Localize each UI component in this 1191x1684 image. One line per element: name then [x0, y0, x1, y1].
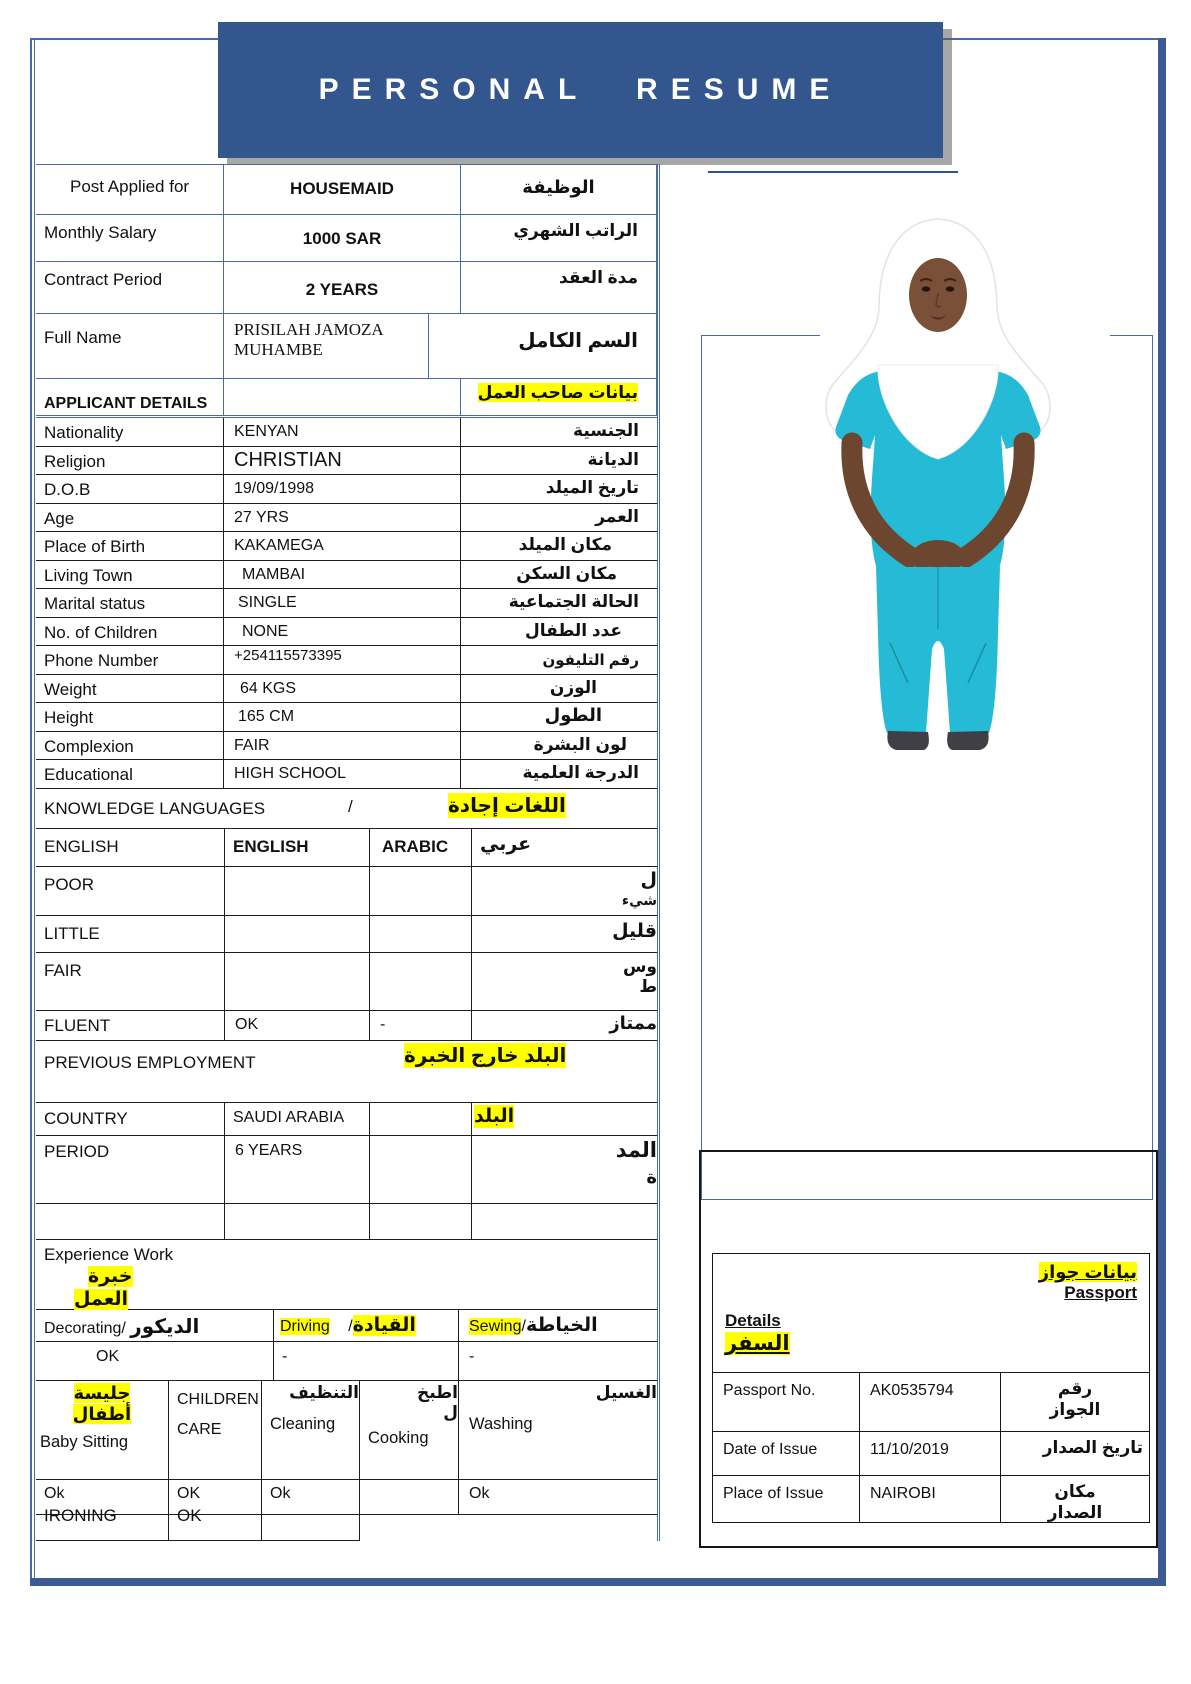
place-of-issue-value: NAIROBI: [860, 1476, 1001, 1522]
table-row: [36, 418, 657, 447]
livingtown-label: Living Town: [36, 561, 224, 589]
right-eye: [946, 286, 954, 291]
experience-work-label: Experience Work: [44, 1244, 174, 1264]
decorating-result: OK: [36, 1342, 274, 1380]
page-title: PERSONAL RESUME: [318, 73, 843, 106]
childrencare-result: OK: [169, 1480, 262, 1514]
salary-arabic: الراتب الشهري: [461, 215, 657, 261]
date-of-issue-value: 11/10/2019: [860, 1432, 1001, 1475]
languages-section-row: [36, 789, 657, 829]
place-of-issue-ar2: الصدار: [1047, 1503, 1103, 1522]
contract-label: Contract Period: [36, 262, 224, 313]
washing-label: Washing: [469, 1414, 533, 1433]
age-arabic: العمر: [595, 506, 639, 526]
post-applied-label: Post Applied for: [36, 165, 224, 214]
post-applied-arabic: الوظيفة: [461, 165, 657, 214]
cleaning-result: Ok: [262, 1480, 360, 1514]
level-arabic-col: [370, 916, 472, 952]
babysitting-ar2: أطفال: [72, 1403, 132, 1424]
applicant-photo: [790, 213, 1086, 753]
frame-bottom-line: [30, 1578, 1166, 1586]
passport-number-row: [713, 1372, 1149, 1431]
fullname-arabic: السم الكامل: [429, 314, 657, 378]
passport-no-ar2: الجواز: [1049, 1400, 1101, 1419]
country-label: COUNTRY: [36, 1103, 225, 1135]
nationality-arabic: الجنسية: [573, 421, 639, 440]
complexion-value: FAIR: [224, 732, 461, 760]
language-row-fair: [36, 953, 657, 1011]
table-row: [36, 475, 657, 504]
language-col-arabic: ARABIC: [370, 829, 472, 866]
language-row-fluent: [36, 1011, 657, 1041]
marital-label: Marital status: [36, 589, 224, 617]
applicant-details-arabic: بيانات صاحب العمل: [477, 383, 638, 402]
experience-ok-row: [36, 1342, 657, 1381]
language-row-little: [36, 916, 657, 953]
children-value: NONE: [224, 618, 461, 646]
childrencare-line1: CHILDREN: [177, 1390, 259, 1408]
livingtown-value: MAMBAI: [224, 561, 461, 589]
frame-top-line-right: [943, 38, 1166, 40]
babysitting-label: Baby Sitting: [40, 1432, 129, 1451]
passport-title-en2: Details: [725, 1311, 781, 1330]
experience-work-ar2: العمل: [74, 1288, 129, 1310]
ironing-value: OK: [177, 1505, 202, 1525]
table-row: [36, 314, 657, 379]
fullname-value: PRISILAH JAMOZA MUHAMBE: [224, 314, 429, 378]
right-shoe: [947, 731, 989, 750]
table-row: [36, 589, 657, 618]
skills-header-row: [36, 1381, 657, 1480]
date-of-issue-arabic: تاريخ الصدار: [1042, 1438, 1143, 1457]
table-row: [36, 732, 657, 761]
sewing-arabic: الخياطة: [525, 1314, 598, 1336]
table-row: [36, 646, 657, 675]
table-row: [36, 215, 657, 262]
ironing-empty-cell: [262, 1515, 360, 1541]
height-label: Height: [36, 703, 224, 731]
babysitting-result: Ok: [36, 1480, 169, 1514]
period-empty: [370, 1136, 472, 1203]
level-arabic-col: [370, 867, 472, 915]
passport-no-label: Passport No.: [713, 1373, 860, 1431]
contract-value: 2 YEARS: [224, 262, 461, 313]
period-value: 6 YEARS: [225, 1136, 370, 1203]
passport-no-ar1: رقم: [1057, 1379, 1093, 1398]
washing-arabic: الغسيل: [595, 1382, 657, 1402]
height-value: 165 CM: [224, 703, 461, 731]
level-label: POOR: [36, 867, 225, 915]
cooking-ar1: اطبخ: [416, 1382, 458, 1402]
nationality-label: Nationality: [36, 418, 224, 446]
previous-employment-row: [36, 1041, 657, 1103]
table-row: [36, 379, 657, 418]
country-value: SAUDI ARABIA: [225, 1103, 370, 1135]
decorating-arabic: الديكور: [130, 1315, 200, 1338]
language-col-arabic-ar: عربي: [480, 833, 532, 855]
phone-arabic: رقم التليفون: [542, 652, 639, 669]
babysitting-ar1: جليسة: [73, 1382, 131, 1403]
washing-result: Ok: [469, 1484, 490, 1502]
nationality-value: KENYAN: [224, 418, 461, 446]
marital-value: SINGLE: [224, 589, 461, 617]
cooking-result-empty: [360, 1480, 459, 1514]
passport-title-row: [713, 1254, 1149, 1372]
table-row: [36, 561, 657, 590]
cooking-label: Cooking: [368, 1428, 429, 1447]
left-shoe: [887, 731, 929, 750]
level-english: OK: [225, 1011, 370, 1040]
weight-value: 64 KGS: [224, 675, 461, 703]
experience-header-row: Decorating/ الديكور Driving /القيادة Sewing/الخياطة: [36, 1310, 657, 1342]
post-applied-value: HOUSEMAID: [224, 165, 461, 214]
education-label: Educational: [36, 760, 224, 788]
salary-value: 1000 SAR: [224, 215, 461, 261]
livingtown-arabic: مكان السكن: [516, 563, 617, 583]
place-of-issue-row: [713, 1475, 1149, 1522]
fullname-label: Full Name: [36, 314, 224, 378]
level-label: LITTLE: [36, 916, 225, 952]
children-label: No. of Children: [36, 618, 224, 646]
dob-label: D.O.B: [36, 475, 224, 503]
frame-top-line-left: [30, 38, 220, 40]
table-row: [36, 618, 657, 647]
table-row: [36, 262, 657, 314]
level-arabic-col: -: [370, 1011, 472, 1040]
table-row: [36, 703, 657, 732]
language-col-english1: ENGLISH: [36, 829, 225, 866]
table-row: [36, 165, 657, 215]
age-value: 27 YRS: [224, 504, 461, 532]
date-of-issue-label: Date of Issue: [713, 1432, 860, 1475]
empty-row: [36, 1204, 657, 1240]
sewing-result: -: [469, 1347, 475, 1365]
cooking-ar2: ل: [443, 1402, 458, 1422]
birthplace-label: Place of Birth: [36, 532, 224, 560]
complexion-arabic: لون البشرة: [533, 734, 627, 754]
childrencare-line2: CARE: [177, 1420, 222, 1438]
language-header-row: [36, 829, 657, 867]
contract-arabic: مدة العقد: [461, 262, 657, 313]
previous-employment-label: PREVIOUS EMPLOYMENT: [44, 1052, 256, 1072]
experience-work-ar1: خبرة: [88, 1265, 133, 1287]
salary-label: Monthly Salary: [36, 215, 224, 261]
level-english: [225, 953, 370, 1010]
level-ar-line1: وس: [622, 956, 657, 976]
country-row: [36, 1103, 657, 1136]
level-label: FAIR: [36, 953, 225, 1010]
period-ar-line2: ة: [646, 1166, 657, 1187]
level-ar-line1: ل: [640, 869, 657, 891]
height-arabic: الطول: [544, 705, 602, 725]
place-of-issue-label: Place of Issue: [713, 1476, 860, 1522]
birthplace-arabic: مكان الميلد: [518, 535, 612, 554]
banner-underline: [708, 171, 958, 173]
religion-label: Religion: [36, 447, 224, 475]
frame-left-line: [30, 38, 32, 1586]
period-label: PERIOD: [36, 1136, 225, 1203]
level-english: [225, 867, 370, 915]
passport-title-ar2: السفر: [725, 1332, 790, 1355]
weight-arabic: الوزن: [549, 677, 597, 697]
passport-no-value: AK0535794: [860, 1373, 1001, 1431]
period-row: [36, 1136, 657, 1204]
complexion-label: Complexion: [36, 732, 224, 760]
birthplace-value: KAKAMEGA: [224, 532, 461, 560]
language-col-english2: ENGLISH: [225, 829, 370, 866]
driving-arabic: القيادة: [352, 1314, 416, 1336]
passport-title-ar1: بيانات جواز: [1038, 1262, 1137, 1282]
applicant-details-label: APPLICANT DETAILS: [36, 379, 224, 415]
decorating-label: Decorating: [44, 1319, 122, 1337]
country-arabic: البلد: [474, 1105, 515, 1127]
dob-arabic: تاريخ الميلد: [545, 478, 639, 497]
driving-result: -: [274, 1342, 459, 1380]
experience-work-row: [36, 1240, 657, 1310]
table-row: [36, 675, 657, 704]
table-row: [36, 532, 657, 561]
period-ar-line1: المد: [615, 1138, 657, 1162]
level-ar-line2: ط: [639, 976, 657, 996]
cleaning-label: Cleaning: [270, 1414, 336, 1433]
ironing-row: [36, 1505, 657, 1541]
religion-value: CHRISTIAN: [224, 447, 461, 475]
language-row-poor: [36, 867, 657, 916]
phone-value: +254115573395: [224, 646, 461, 674]
title-banner: [218, 22, 943, 158]
passport-title-en1: Passport: [1064, 1283, 1137, 1302]
frame-right-line: [1158, 38, 1166, 1586]
level-arabic-col: [370, 953, 472, 1010]
level-ar-line1: ممتاز: [609, 1012, 657, 1033]
resume-table: [36, 164, 660, 1541]
education-arabic: الدرجة العلمية: [522, 763, 639, 782]
table-row: [36, 504, 657, 533]
marital-arabic: الحالة الجتماعية: [508, 592, 639, 611]
level-ar-line1: قليل: [612, 920, 657, 942]
dob-value: 19/09/1998: [224, 475, 461, 503]
cleaning-arabic: التنظيف: [289, 1382, 359, 1402]
level-label: FLUENT: [36, 1011, 225, 1040]
passport-details-table: [712, 1253, 1150, 1523]
level-english: [225, 916, 370, 952]
age-label: Age: [36, 504, 224, 532]
table-row: [36, 447, 657, 476]
level-ar-line2: شيء: [621, 891, 657, 908]
applicant-details-empty: [224, 379, 461, 415]
phone-label: Phone Number: [36, 646, 224, 674]
frame-left-line-inner: [34, 38, 35, 1586]
ironing-label: IRONING: [44, 1505, 117, 1525]
sewing-label: Sewing: [469, 1317, 522, 1335]
weight-label: Weight: [36, 675, 224, 703]
languages-section-label: KNOWLEDGE LANGUAGES: [44, 798, 266, 818]
date-of-issue-row: [713, 1431, 1149, 1475]
languages-slash: /: [348, 796, 353, 816]
driving-label: Driving: [280, 1317, 330, 1335]
education-value: HIGH SCHOOL: [224, 760, 461, 788]
languages-section-arabic: اللغات إجادة: [448, 794, 566, 817]
religion-arabic: الديانة: [587, 449, 639, 469]
table-row: [36, 760, 657, 789]
place-of-issue-ar1: مكان: [1054, 1482, 1096, 1501]
children-arabic: عدد الطفال: [524, 620, 622, 640]
previous-employment-arabic: البلد خارج الخبرة: [404, 1044, 567, 1067]
country-empty: [370, 1103, 472, 1135]
left-eye: [922, 286, 930, 291]
